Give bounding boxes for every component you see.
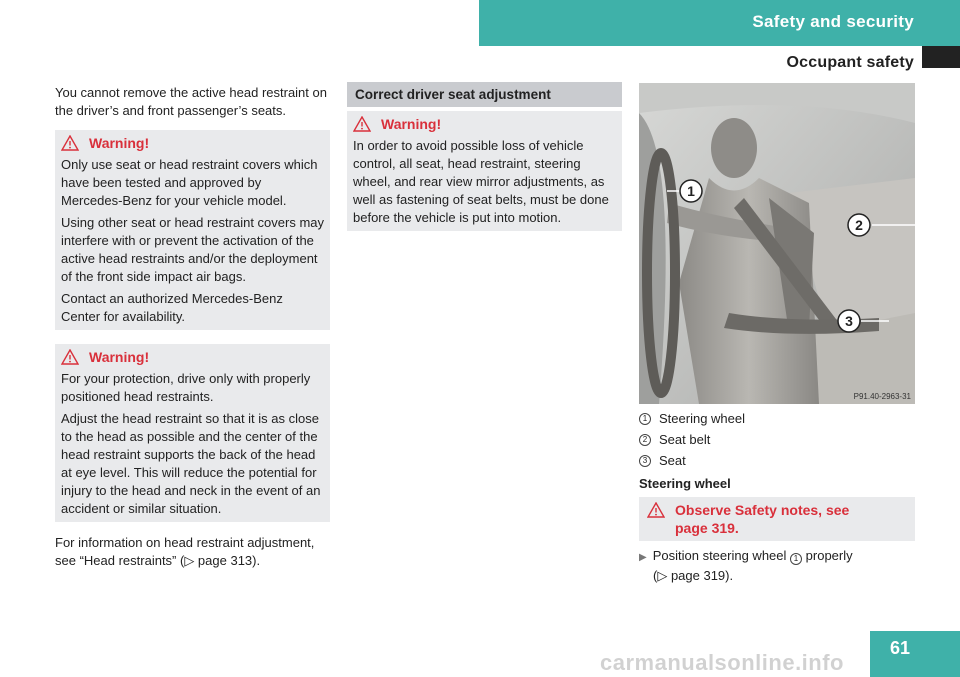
warning-heading [647,501,907,519]
column-1 [55,84,330,580]
subsection-title: Occupant safety [786,54,914,71]
warning-box-adjustment [347,111,622,231]
legend [639,410,915,469]
warning-heading [61,134,324,152]
warning-text: Adjust the head restraint so that it is as close to the head as possible and the center of the head restraint supports the back of the head at eye level. This will reduce the potential for injury to the head and neck in the event of an accident or similar situation. [61,411,321,516]
warning-title: Warning! [381,116,442,132]
cross-reference-paragraph: For information on head restraint adjustment, see “Head restraints” (▷ page 313). [55,535,315,568]
observe-safety-page: page 319. [675,520,739,536]
header-tab-marker [922,46,960,68]
warning-triangle-icon [61,349,79,365]
legend-item [639,452,915,469]
callout-label: 1 [687,183,695,199]
warning-triangle-icon [353,116,371,132]
legend-number: 3 [639,455,651,467]
instruction-text: properly [805,548,853,563]
section-heading: Correct driver seat adjustment [347,82,622,107]
warning-heading [353,115,616,133]
column-3 [639,83,915,585]
callout-label: 2 [855,217,863,233]
legend-label: Seat belt [659,431,711,447]
watermark: carmanualsonline.info [600,650,844,675]
warning-text: In order to avoid possible loss of vehicle control, all seat, head restraint, steering wheel, and rear view mirror adjustments, as well as fastening of seat belts, must be done before the vehicle is put into motion. [353,138,609,225]
instruction-reference: (▷ page 319). [653,568,734,583]
instruction-text: Position steering wheel [652,548,787,563]
warning-text: Only use seat or head restraint covers which have been tested and approved by Mercedes-Benz for your vehicle model. [61,157,318,208]
arrow-right-icon: ▶ [639,552,647,563]
legend-item [639,431,915,448]
legend-number: 1 [639,413,651,425]
warning-text: Contact an authorized Mercedes-Benz Center for availability. [61,291,283,324]
legend-label: Seat [659,452,686,468]
warning-title: Warning! [89,349,150,365]
warning-box-covers [55,130,330,330]
page-number: 61 [890,638,911,658]
driver-seat-photo [639,83,915,404]
instruction [639,547,915,585]
legend-item [639,410,915,427]
column-2 [347,82,622,243]
warning-title: Warning! [89,135,150,151]
image-code: P91.40-2963-31 [853,392,911,401]
page-number-band [870,631,960,677]
warning-text: For your protection, drive only with properly positioned head restraints. [61,371,311,404]
warning-text: Using other seat or head restraint covers may interfere with or prevent the activation of the active head restraints and/or the deployment of the front side impact air bags. [61,215,325,284]
section-title: Safety and security [752,12,914,31]
steering-wheel-heading: Steering wheel [639,476,731,491]
observe-safety-line: Observe Safety notes, see [675,502,850,518]
warning-triangle-icon [647,502,665,518]
warning-box-head-restraints [55,344,330,522]
legend-number: 2 [639,434,651,446]
legend-label: Steering wheel [659,410,745,426]
warning-triangle-icon [61,135,79,151]
warning-heading [647,519,907,537]
instruction-number: 1 [790,553,802,565]
driver-illustration [639,83,915,404]
callout-label: 3 [845,313,853,329]
warning-heading [61,348,324,366]
intro-paragraph: You cannot remove the active head restraint on the driver’s and front passenger’s seats. [55,85,327,118]
observe-safety-box [639,497,915,541]
